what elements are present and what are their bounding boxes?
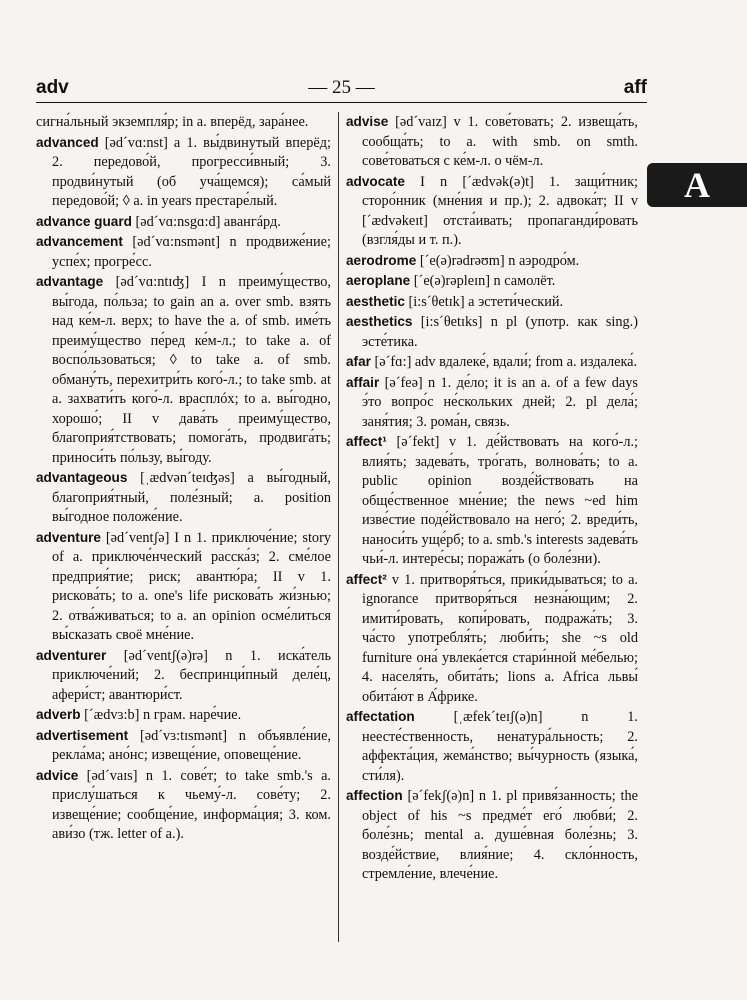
dictionary-entry [36, 528, 331, 646]
headword: affectation [346, 709, 415, 724]
definition: [´ædvɜ:b] n грам. наре́чие. [80, 707, 242, 723]
definition: [i:s´θetɪks] n pl (употр. как sing.) эсте́тика. [362, 314, 638, 350]
dictionary-entry [36, 766, 331, 845]
definition: I n [´ædvək(ə)t] 1. защи́тник; сторо́нник (мне́ния и пр.); 2. адвока́т; II v [´ædvəkeɪt] отста́ивать; пропаганди́ровать (взгля́ды и т. п.). [362, 173, 638, 248]
headword: advancement [36, 234, 123, 249]
dictionary-entry [36, 705, 331, 726]
headword: adventurer [36, 647, 107, 663]
headword: aeroplane [346, 273, 411, 288]
definition: [i:s´θetɪk] a эстети́ческий. [404, 293, 564, 310]
headword: advantage [36, 274, 104, 289]
dictionary-entry [346, 271, 638, 292]
dictionary-entry [36, 112, 331, 133]
left-column [36, 112, 331, 845]
definition: [əd´ventʃə] I n 1. приключе́ние; story of a. приключе́нческий расска́з; 2. сме́лое предприя́тие; риск; авантю́ра; II v 1. рискова́ть; to a. one's life рискова́ть жи́знью; 2. отва́живаться; to a. an opinion осме́литься вы́сказать своё мне́ние. [52, 529, 331, 643]
dictionary-entry [36, 468, 331, 528]
definition: [əd´vɑ:ntɪʤ] I n преиму́щество, вы́года, по́льза; to gain an a. over smb. взять над ке́м-л. верх; to have the a. of smb. име́ть преиму́щество пе́ред ке́м-л.; to take a. of воспо́льзоваться; ◊ to take a. of smb. обману́ть, перехитри́ть кого́-л.; to take smb. at a. захвати́ть кого́-л. врасплóх; to a. вы́годно, хорошо́; II v дава́ть преиму́щество, благоприя́тствовать; помога́ть, продвига́ть; приноси́ть по́льзу, вы́году. [52, 274, 331, 466]
headword: affect¹ [346, 434, 387, 449]
dictionary-entry [36, 212, 331, 233]
headword: advantageous [36, 470, 128, 485]
headword: advice [36, 767, 79, 783]
headword: affection [346, 788, 403, 803]
dictionary-entry [346, 707, 638, 786]
definition: [əd´vaɪs] n 1. сове́т; to take smb.'s a. прислу́шаться к чьему́-л. сове́ту; 2. извеще́ние; сообще́ние, информа́ция; 3. ком. ави́зо (тж. letter of a.). [52, 767, 331, 842]
guide-word-left: adv [36, 77, 69, 98]
dictionary-entry [36, 232, 331, 272]
dictionary-entry [346, 251, 638, 272]
thumb-index-tab: A [647, 163, 747, 207]
definition: [əd´vɑ:nst] a 1. вы́двинутый вперёд; 2. передово́й, прогресси́вный; 3. продви́нутый (об уча́щемся); са́мый передово́й; ◊ a. in years престаре́лый. [52, 134, 331, 209]
definition: [ə´fɑ:] adv вдалеке́, вдали́; from a. издалека́. [370, 354, 638, 370]
definition: сигна́льный экземпля́р; in a. вперёд, зара́нее. [36, 114, 309, 130]
dictionary-entry [346, 112, 638, 172]
definition: [´e(ə)rəpleɪn] n самолёт. [410, 273, 556, 289]
definition: v 1. притворя́ться, прики́дываться; to a. ignorance притворя́ться незна́ющим; 2. имити́ровать, копи́ровать, подража́ть; 3. ча́сто употребля́ть; люби́ть; she ~s old furniture она́ увлека́ется стари́нной ме́белью; 4. населя́ть, обита́ть; lions a. Africa львы́ обита́ют в А́фрике. [362, 571, 638, 705]
headword: aesthetics [346, 314, 413, 329]
dictionary-entry [346, 172, 638, 251]
headword: aesthetic [346, 293, 405, 309]
dictionary-entry [346, 292, 638, 313]
dictionary-entry [346, 432, 638, 570]
headword: adventure [36, 529, 101, 545]
dictionary-entry [346, 352, 638, 373]
definition: [´e(ə)rədrəʊm] n аэродро́м. [416, 252, 580, 269]
column-divider [338, 112, 339, 942]
headword: advocate [346, 173, 405, 189]
dictionary-entry [346, 373, 638, 433]
definition: [ˌæfek´teɪʃ(ə)n] n 1. неесте́ственность, ненатура́льность; 2. аффекта́ция, жема́нство; вы́чурность (языка́, сти́ля). [362, 709, 638, 784]
dictionary-entry [346, 312, 638, 352]
dictionary-entry [346, 570, 638, 708]
headword: adverb [36, 707, 81, 722]
definition: [ˌædvən´teɪʤəs] a вы́годный, благоприя́тный, поле́зный; a. position вы́годное положе́ние. [52, 470, 331, 525]
right-column [346, 112, 638, 885]
headword: advance guard [36, 213, 132, 229]
page-number: — 25 — [308, 77, 375, 98]
guide-word-right: aff [623, 77, 647, 98]
definition: [əd´vɑ:nsmənt] n продвиже́ние; успе́х; прогре́сс. [52, 234, 331, 270]
headword: advise [346, 114, 389, 129]
headword: affect² [346, 571, 387, 587]
definition: [əd´ventʃ(ə)rə] n 1. иска́тель приключе́ний; 2. беспринци́пный деле́ц, афери́ст; авантюри́ст. [52, 647, 331, 703]
headword: advanced [36, 134, 99, 150]
headword: afar [346, 354, 371, 369]
headword: affair [346, 374, 380, 390]
definition: [əd´vɜ:tɪsmənt] n объявле́ние, рекла́ма; ано́нс; извеще́ние, оповеще́ние. [52, 727, 331, 763]
definition: [əd´vaɪz] v 1. сове́товать; 2. извеща́ть, сообща́ть; to a. with smb. on smth. сове́товаться с ке́м-л. о чём-л. [362, 114, 638, 169]
dictionary-entry [36, 726, 331, 766]
definition: [ə´feə] n 1. де́ло; it is an a. of a few days э́то вопро́с не́скольких дней; 2. pl дела́; заня́тия; 3. рома́н, связь. [362, 374, 638, 430]
definition: [ə´fekʃ(ə)n] n 1. pl привя́занность; the object of his ~s предме́т его́ любви́; 2. боле́знь; mental a. душе́вная боле́знь; 3. возде́йствие, влия́ние; 4. скло́нность, стремле́ние, влече́ние. [362, 788, 638, 882]
definition: [əd´vɑ:nsgɑ:d] авангáрд. [131, 213, 281, 230]
page-header [36, 76, 647, 103]
headword: aerodrome [346, 252, 417, 268]
dictionary-entry [346, 786, 638, 885]
definition: [ə´fekt] v 1. де́йствовать на кого́-л.; влия́ть; задева́ть, тро́гать, волнова́ть; to a. public opinion возде́йствовать на обще́ственное мне́ние; the news ~ed him изве́стие поде́йствовало на него́; 2. вреди́ть, наноси́ть уще́рб; to a. smb.'s interests задева́ть чьи́-л. интере́сы; поража́ть (о боле́зни). [362, 434, 638, 567]
dictionary-entry [36, 646, 331, 706]
dictionary-entry [36, 133, 331, 212]
headword: advertisement [36, 727, 129, 743]
dictionary-entry [36, 272, 331, 468]
